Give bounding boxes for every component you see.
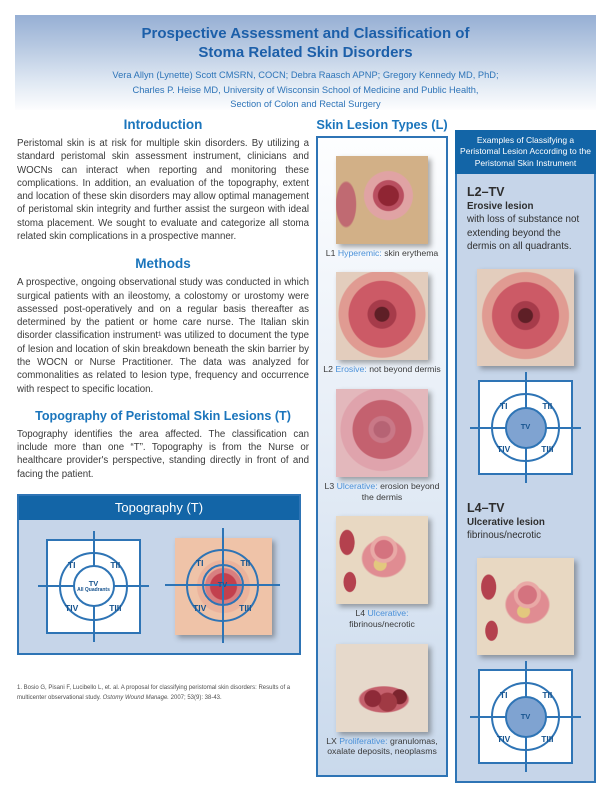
lesion-code: L3	[324, 480, 335, 491]
lesion-type: Ulcerative:	[336, 480, 378, 491]
center-circle-filled	[505, 696, 547, 738]
lesion-item-l1	[326, 156, 439, 259]
lesion-type: Erosive:	[335, 364, 367, 375]
label-all-quadrants: All Quadrants	[77, 586, 110, 593]
label-tiv: TIV	[193, 603, 207, 614]
label-tiv: TIV	[497, 733, 511, 744]
lesion-photo-l1	[336, 156, 428, 244]
lesion-types-heading: Skin Lesion Types (L)	[316, 117, 448, 132]
lesion-desc: erosion beyond the dermis	[361, 480, 440, 502]
example-quadrant-diagram-1	[478, 380, 573, 475]
examples-panel	[455, 174, 596, 783]
methods-heading: Methods	[135, 256, 191, 272]
lesion-type: Hyperemic:	[337, 247, 382, 258]
poster-title	[15, 24, 596, 62]
lesion-code: LX	[326, 735, 337, 746]
topography-heading: Topography of Peristomal Skin Lesions (T)	[35, 408, 291, 423]
lesion-caption-l3	[322, 481, 442, 503]
lesion-code: L4	[355, 608, 366, 619]
poster-authors	[15, 68, 596, 111]
introduction-heading: Introduction	[123, 117, 203, 132]
topography-photo	[175, 538, 272, 635]
label-tv: TV	[520, 711, 531, 721]
example-desc: fibrinous/necrotic	[467, 530, 542, 542]
center-circle	[202, 564, 244, 606]
label-tiii: TIII	[541, 733, 554, 744]
lesion-code: L2	[323, 364, 333, 375]
topography-photo-overlay	[175, 538, 270, 633]
example-item-2	[467, 501, 584, 764]
lesion-photo-l3	[336, 389, 428, 477]
poster-title-line2: Stoma Related Skin Disorders	[198, 44, 413, 62]
reference-journal: Ostomy Wound Manage.	[102, 695, 169, 702]
topography-box	[17, 494, 301, 655]
topography-text: Topography identifies the area affected. The classification can include more than one “T”. Topography is from the Nurse or healthcare provider's perspective, standing directly in front of and facing the patient.	[17, 428, 309, 480]
lesion-item-l2	[323, 272, 440, 375]
example-desc: with loss of substance not extending beyond the dermis on all quadrants.	[467, 214, 580, 252]
label-tiii: TIII	[541, 444, 554, 455]
example-quadrant-diagram-2	[478, 669, 573, 764]
left-column	[17, 117, 309, 709]
authors-line2: Charles P. Heise MD, University of Wisconsin School of Medicine and Public Health,	[132, 84, 479, 95]
lesion-code: L1	[325, 247, 336, 258]
lesion-desc: granulomas, oxalate deposits, neoplasms	[327, 735, 438, 757]
lesion-desc: not beyond dermis	[369, 364, 441, 375]
label-tiii: TIII	[109, 603, 122, 614]
label-tii: TII	[542, 400, 553, 411]
example-diagram-wrap	[467, 669, 584, 764]
label-tiv: TIV	[65, 603, 79, 614]
topography-box-title: Topography (T)	[19, 496, 299, 520]
label-tiii: TIII	[239, 603, 252, 614]
example-code: L2–TV	[467, 185, 505, 200]
label-ti: TI	[499, 689, 508, 700]
examples-header: Examples of Classifying a Peristomal Lesion According to the Peristomal Skin Instrument	[455, 130, 596, 174]
reference-citation: 2007; 53(9): 38-43.	[168, 695, 222, 702]
label-tv: TV	[88, 578, 99, 588]
lesion-desc: skin erythema	[384, 247, 439, 258]
label-tii: TII	[240, 557, 251, 568]
label-tiv: TIV	[497, 444, 511, 455]
lesion-caption-l1	[326, 248, 439, 259]
lesion-item-lx	[322, 644, 442, 758]
poster-title-line1: Prospective Assessment and Classification of	[141, 25, 470, 42]
label-tv: TV	[520, 422, 531, 432]
lesion-type: Proliferative:	[339, 735, 388, 746]
examples-column	[455, 130, 596, 783]
lesion-type: Ulcerative:	[367, 608, 409, 619]
example-diagram-wrap	[467, 380, 584, 475]
lesion-types-box	[316, 136, 448, 777]
example-code: L4–TV	[467, 501, 505, 516]
example-name: Ulcerative lesion	[467, 517, 545, 529]
example-name: Erosive lesion	[467, 201, 534, 213]
topography-schematic-diagram	[46, 539, 141, 634]
label-ti: TI	[195, 557, 204, 568]
label-ti: TI	[499, 400, 508, 411]
label-ti: TI	[67, 559, 76, 570]
example-photo-ulcerative	[477, 558, 574, 655]
label-tii: TII	[110, 559, 121, 570]
example-item-1	[467, 185, 584, 475]
lesion-caption-lx	[322, 736, 442, 758]
center-circle	[73, 565, 115, 607]
lesion-photo-lx	[336, 644, 428, 732]
authors-line3: Section of Colon and Rectal Surgery	[230, 98, 381, 109]
lesion-item-l3	[322, 389, 442, 503]
poster-header	[15, 15, 596, 110]
introduction-text: Peristomal skin is at risk for multiple skin disorders. By utilizing a standard peristomal skin assessment instrument, clinicians and WOCNs can interact when reporting and monitoring these complications. In addition, an evaluation of the topography, extent and location of these skin disorders may allow optimal management of peristomal skin integrity and further assist the surgeon with ideal stoma placement. We sought to evaluate and categorize all stoma related skin complications in a prospective manner.	[17, 138, 309, 242]
lesion-types-column	[316, 117, 448, 777]
topography-box-body	[19, 520, 299, 653]
lesion-photo-l4	[336, 516, 428, 604]
label-tii: TII	[542, 689, 553, 700]
example-photo-erosive	[477, 269, 574, 366]
lesion-item-l4	[322, 516, 442, 630]
methods-text: A prospective, ongoing observational study was conducted in which surgical patients with an ileostomy, a colostomy or urostomy were assessed post-operatively and on a regular basis thereafter as determined by the patient or home care nurse. The Italian skin disorder classification instrument¹ was utilized to document the type of lesion and location of skin breakdown beneath the skin barrier by the WOCN or Nurse Practitioner. The data was analyzed for commonalities as related to lesion type, frequency and occurrence with respect to specific location.	[17, 277, 309, 395]
authors-line1: Vera Allyn (Lynette) Scott CMSRN, COCN; Debra Raasch APNP; Gregory Kennedy MD, PhD;	[112, 70, 499, 81]
lesion-photo-l2	[336, 272, 428, 360]
lesion-desc: fibrinous/necrotic	[349, 619, 415, 629]
reference-footnote	[17, 683, 303, 703]
reference-text: 1. Bosio G, Pisani F, Lucibello L, et. al. A proposal for classifying peristomal skin disorders: Results of a multicenter observational study.	[17, 684, 291, 702]
lesion-caption-l4	[322, 608, 442, 630]
center-circle-filled	[505, 407, 547, 449]
label-tv: TV	[217, 580, 228, 590]
lesion-caption-l2	[323, 364, 440, 375]
